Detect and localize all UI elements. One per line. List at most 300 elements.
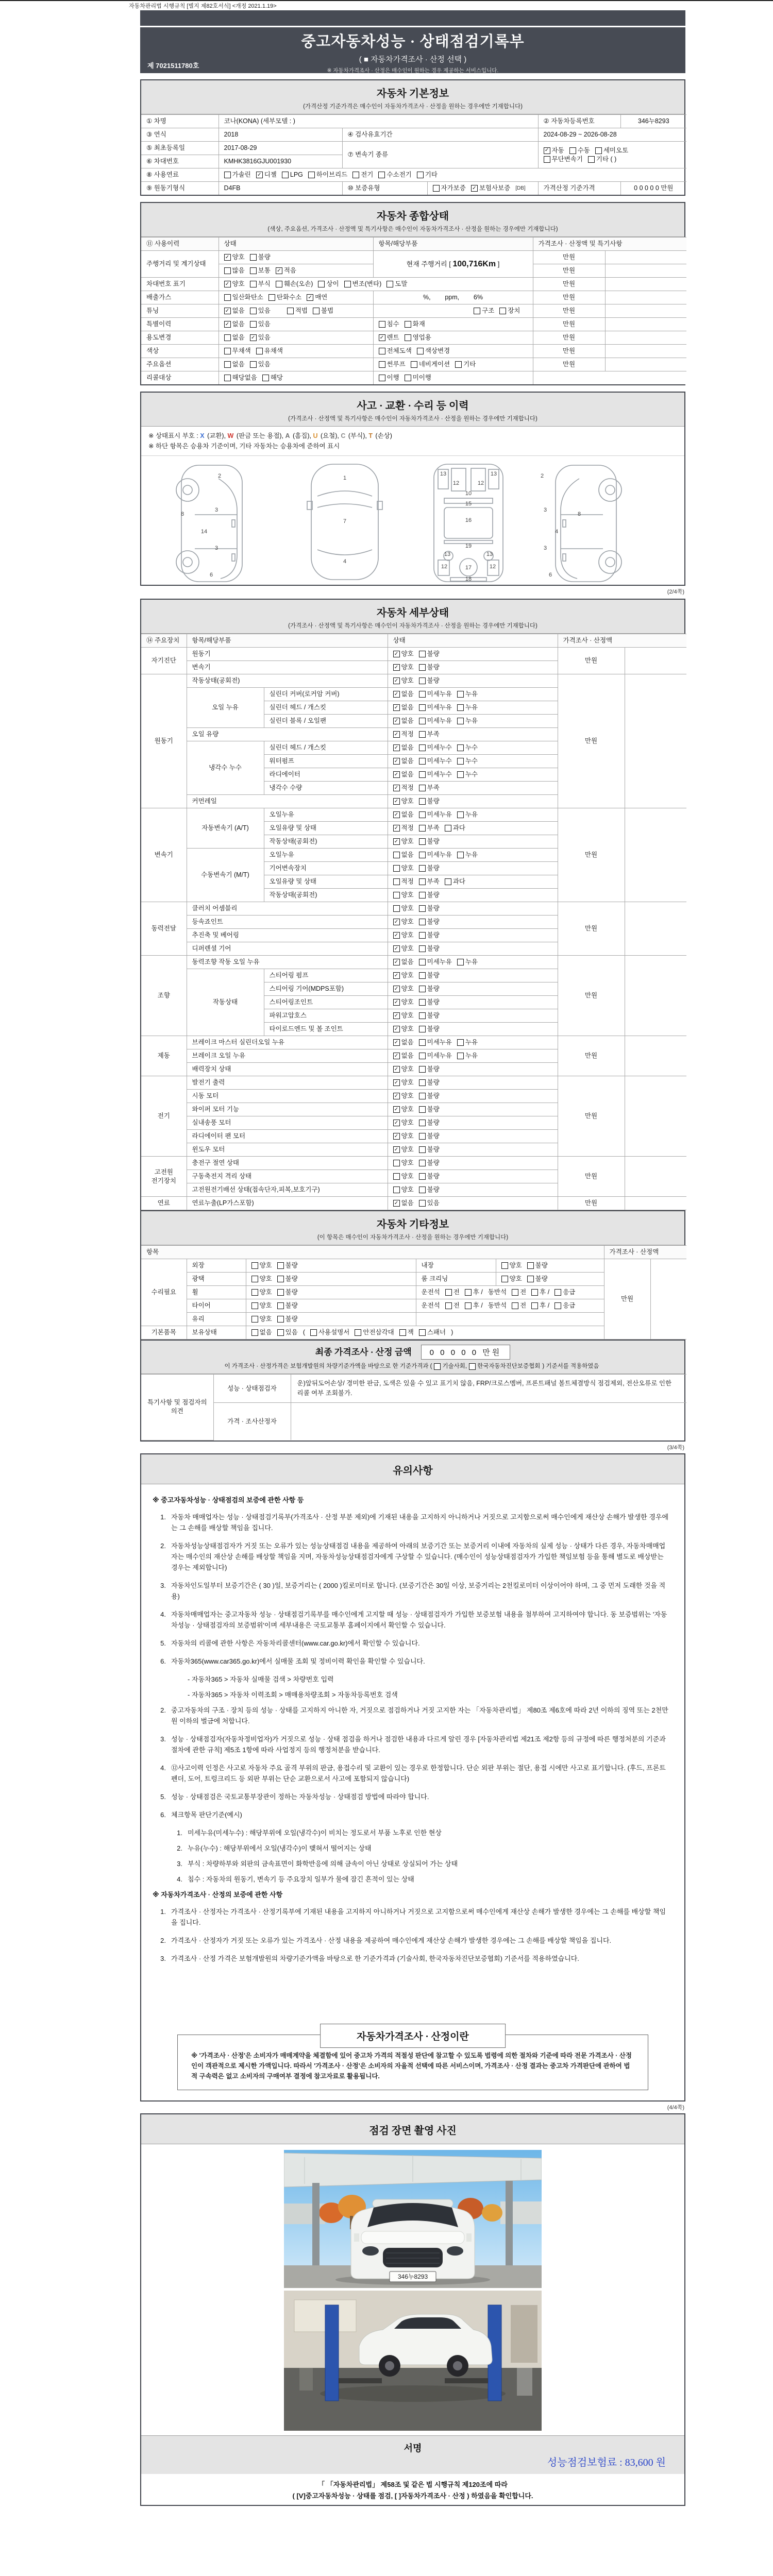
- cell: [625, 956, 686, 1036]
- notices-heading-1: ※ 중고자동차성능 · 상태점검의 보증에 관한 사항 등: [153, 1496, 304, 1504]
- cell: 특기사항 및 점검자의 의견: [141, 1375, 213, 1440]
- checkbox-unchecked: 구조: [474, 307, 494, 315]
- checkbox-box-icon: [379, 361, 385, 368]
- checkbox-unchecked: 불량: [419, 905, 440, 912]
- checkbox-unchecked: 불량: [527, 1275, 548, 1283]
- checkbox-mark-icon: ✓: [379, 334, 385, 341]
- checkbox-checked: ✓ 양호: [393, 798, 414, 805]
- checkbox-unchecked: 양호: [251, 1289, 272, 1296]
- checkbox-box-icon: [445, 878, 451, 885]
- checkbox-mark-icon: ✓: [393, 1012, 400, 1019]
- checkbox-box-icon: [310, 1329, 317, 1336]
- cell: 가격조사 · 산정액: [558, 634, 686, 648]
- cell: ⑥ 차대번호: [141, 155, 219, 168]
- checkbox-unchecked: 없음: [393, 851, 414, 859]
- checkbox-cell: [388, 715, 558, 728]
- checkbox-mark-icon: ✓: [393, 1079, 400, 1086]
- cell: 룸 크리닝: [416, 1273, 496, 1286]
- checkbox-box-icon: [527, 1262, 534, 1269]
- checkbox-box-icon: [419, 744, 426, 751]
- etc-subtitle: (이 항목은 매수인이 자동차가격조사 · 산정을 원하는 경우에만 기재합니다): [317, 1234, 509, 1241]
- cell: 색상: [141, 345, 219, 358]
- checkbox-unchecked: 불법: [313, 307, 333, 315]
- notices-title: 유의사항: [393, 1465, 433, 1477]
- diagram-part-number: 12: [477, 480, 484, 486]
- checkbox-box-icon: [419, 919, 426, 925]
- checkbox-box-icon: [457, 811, 464, 818]
- cell: 작동상태(공회전): [187, 674, 388, 688]
- cell: 만원: [558, 674, 625, 808]
- checkbox-cell: [388, 835, 558, 849]
- checkbox-box-icon: [433, 185, 440, 192]
- checkbox-box-icon: [250, 361, 257, 368]
- checkbox-checked: ✓ 적정: [393, 784, 414, 792]
- checkbox-unchecked: 불량: [419, 838, 440, 845]
- checkbox-box-icon: [251, 1329, 258, 1336]
- checkbox-checked: ✓ 양호: [393, 1079, 414, 1087]
- checkbox-unchecked: 불량: [419, 985, 440, 993]
- accident-band: [141, 393, 684, 427]
- checkbox-unchecked: 불량: [419, 1025, 440, 1033]
- checkbox-cell: [388, 916, 558, 929]
- section-photos: [140, 2113, 685, 2506]
- diagram-part-number: 12: [441, 564, 448, 570]
- checkbox-box-icon: [419, 1200, 426, 1207]
- cell: 용도변경: [141, 331, 219, 345]
- checkbox-checked: ✓ 양호: [224, 280, 245, 288]
- checkbox-mark-icon: ✓: [393, 999, 400, 1006]
- checkbox-unchecked: 장치: [499, 307, 520, 315]
- checkbox-mark-icon: ✓: [307, 294, 313, 301]
- cell: 워터펌프: [264, 755, 388, 768]
- document-header: [140, 10, 685, 73]
- checkbox-unchecked: 불량: [419, 1065, 440, 1073]
- diagram-part-number: 7: [343, 518, 347, 524]
- checkbox-mark-icon: ✓: [393, 1106, 400, 1113]
- checkbox-cell: [219, 291, 373, 304]
- cell: 동력조향 작동 오일 누유: [187, 956, 388, 969]
- checkbox-cell: [388, 661, 558, 674]
- diagram-part-number: 6: [548, 572, 552, 578]
- checkbox-box-icon: [465, 1289, 472, 1296]
- checkbox-cell: [388, 1143, 558, 1157]
- checkbox-unchecked: 불량: [419, 677, 440, 685]
- checkbox-cell: [388, 862, 558, 875]
- checkbox-unchecked: 누수: [457, 744, 478, 752]
- detail-status-table: [141, 634, 686, 1210]
- checkbox-unchecked: 수동: [569, 147, 590, 155]
- checkbox-unchecked: 미세누유: [419, 1039, 452, 1046]
- checkbox-unchecked: 있음: [250, 320, 271, 328]
- checkbox-box-icon: [445, 1302, 452, 1309]
- overall-band: [141, 203, 684, 237]
- checkbox-box-icon: [465, 1302, 472, 1309]
- checkbox-unchecked: 잭: [399, 1329, 414, 1336]
- checkbox-unchecked: 누유: [457, 704, 478, 711]
- checkbox-cell: [373, 371, 533, 385]
- notice-item: 3. 성능 · 상태점검자(자동차정비업자)가 거짓으로 성능 · 상태 점검을 하거나 점검한 내용과 다르게 알린 경우 [자동차관리법 제21조 제2항 등의 규정에 따른 행정처분의 기준과 절차에 관한 규칙] 제5조 1항에 따라 사업정지 등의 행정처분을 받습니다.: [160, 1735, 666, 1754]
- status-code-U: U (요철),: [313, 432, 341, 439]
- checkbox-cell: [388, 795, 558, 808]
- checkbox-box-icon: [393, 905, 400, 912]
- checkbox-checked: ✓ 적정: [393, 731, 414, 738]
- checkbox-cell: [388, 982, 558, 996]
- basic-info-subtitle: (가격산정 기준가격은 매수인이 자동차가격조사 · 산정을 원하는 경우에만 기재합니다): [303, 104, 523, 110]
- checkbox-box-icon: [595, 147, 602, 154]
- checkbox-unchecked: 누유: [457, 1052, 478, 1060]
- cell: 타이어: [187, 1299, 246, 1313]
- cell: 2024-08-29 ~ 2026-08-28: [538, 128, 686, 142]
- cell: 항목/해당부품: [187, 634, 388, 648]
- checkbox-checked: ✓ 양호: [393, 1025, 414, 1033]
- cell: 충전구 절연 상태: [187, 1157, 388, 1170]
- checkbox-unchecked: 적법: [287, 307, 308, 315]
- inspection-insurance-fee: 성능점검보험료 : 83,600 원: [547, 2456, 666, 2468]
- cell: 실린더 헤드 / 개스킷: [264, 701, 388, 715]
- checkbox-unchecked: 불량: [277, 1315, 298, 1323]
- checkbox-box-icon: [527, 1276, 534, 1282]
- checkbox-cell: [219, 251, 373, 264]
- checkbox-box-icon: [469, 1363, 476, 1370]
- checkbox-cell: [416, 1299, 604, 1313]
- page-marker-4: (4/4쪽): [667, 2104, 684, 2111]
- checkbox-unchecked: 일산화탄소: [224, 294, 263, 301]
- checkbox-box-icon: [276, 281, 282, 287]
- checkbox-mark-icon: ✓: [276, 267, 282, 274]
- notice-item: 2. 가격조사 · 산정자가 거짓 또는 오류가 있는 가격조사 · 산정 내용을 제공하여 매수인에게 재산상 손해가 발생한 경우에는 그 손해를 배상할 책임을 집니다.: [160, 1936, 612, 1944]
- checkbox-cell: [388, 902, 558, 916]
- checkbox-checked: ✓ 양호: [393, 1012, 414, 1020]
- checkbox-checked: ✓ 양호: [393, 1106, 414, 1113]
- cell: 오일누유: [264, 849, 388, 862]
- checkbox-cell: [246, 1313, 416, 1326]
- notice-item: 2. 자동차성능상태점검자가 거짓 또는 오류가 있는 성능상태점검 내용을 제공하여 아래의 보증기간 또는 보증거리 이내에 자동차의 실제 성능 · 상태가 다른 경우, 자동차매매업자는 매수인의 재산상 손해를 배상할 책임을 지며, 자동차성능상태점검자에게 구상할 수 있습니다. (매수인이 성능상태점검자가 가입한 책임보험 등을 통해 별도로 배상받는 경우는 제외합니다): [160, 1541, 666, 1571]
- cell: 구동축전지 격리 상태: [187, 1170, 388, 1183]
- checkbox-unchecked: 한국자동차진단보증협회: [469, 1363, 540, 1370]
- checkbox-box-icon: [277, 1316, 284, 1323]
- checkbox-mark-icon: ✓: [393, 798, 400, 805]
- cell: ⑧ 사용연료: [141, 168, 219, 182]
- checkbox-mark-icon: ✓: [224, 308, 231, 314]
- checkbox-cell: [388, 969, 558, 982]
- checkbox-checked: ✓ 렌트: [379, 334, 399, 342]
- notice-subitem: 1. 미세누유(미세누수) : 해당부위에 오일(냉각수)이 비치는 정도로서 부품 노후로 인한 현상: [177, 1828, 442, 1837]
- checkbox-unchecked: 무채색: [224, 347, 251, 355]
- checkbox-unchecked: 부족: [419, 878, 440, 886]
- checkbox-checked: ✓ 없음: [393, 690, 414, 698]
- checkbox-unchecked: 과다: [445, 878, 465, 886]
- checkbox-cell: [373, 358, 533, 371]
- diagram-part-number: 6: [209, 572, 213, 578]
- checkbox-mark-icon: ✓: [393, 771, 400, 778]
- checkbox-mark-icon: ✓: [393, 731, 400, 738]
- cell: 와이퍼 모터 기능: [187, 1103, 388, 1116]
- checkbox-mark-icon: ✓: [256, 172, 263, 178]
- checkbox-unchecked: 무단변속기: [544, 156, 583, 163]
- checkbox-mark-icon: ✓: [393, 1200, 400, 1207]
- cell: 코나(KONA) (세부모델 : ): [219, 115, 538, 128]
- cell: %, ppm, 6%: [373, 291, 533, 304]
- checkbox-box-icon: [379, 321, 385, 328]
- checkbox-cell: [388, 1076, 558, 1090]
- checkbox-cell: [219, 318, 373, 331]
- diagram-part-number: 3: [543, 507, 547, 513]
- cell: 만원: [558, 956, 625, 1036]
- checkbox-unchecked: 누유: [457, 811, 478, 819]
- checkbox-cell: [388, 1036, 558, 1049]
- inline-text: 이 가격조사 · 산정가격은 보험개발원의 차량기준가액을 바탕으로 한 기준가격과 (: [224, 1363, 432, 1369]
- price-basis-line: [141, 1363, 684, 1370]
- checkbox-cell: [388, 701, 558, 715]
- checkbox-box-icon: [399, 1329, 406, 1336]
- checkbox-box-icon: [419, 1026, 426, 1032]
- checkbox-checked: ✓ 없음: [393, 757, 414, 765]
- cell: [533, 371, 686, 385]
- checkbox-box-icon: [445, 825, 451, 832]
- cell: 리콜대상: [141, 371, 219, 385]
- checkbox-unchecked: 부족: [419, 731, 440, 738]
- checkbox-box-icon: [224, 375, 231, 381]
- checkbox-cell: [388, 1183, 558, 1197]
- checkbox-unchecked: 전: [512, 1302, 526, 1310]
- photos-container: [141, 2144, 684, 2435]
- checkbox-unchecked: 부족: [419, 784, 440, 792]
- checkbox-mark-icon: ✓: [471, 185, 478, 192]
- checkbox-unchecked: 있음: [277, 1329, 298, 1336]
- cell: 오일누유: [264, 808, 388, 822]
- checkbox-checked: ✓ 보험사보증: [471, 184, 510, 192]
- checkbox-box-icon: [419, 1079, 426, 1086]
- cell: [416, 1313, 604, 1326]
- cell: 냉각수 수량: [264, 782, 388, 795]
- cell: 2018: [219, 128, 342, 142]
- signature-title: 서명: [404, 2443, 422, 2453]
- checkbox-box-icon: [393, 865, 400, 872]
- checkbox-box-icon: [318, 281, 325, 287]
- checkbox-box-icon: [474, 308, 480, 314]
- checkbox-unchecked: 가솔린: [224, 171, 251, 179]
- cell: 원동기: [187, 648, 388, 661]
- checkbox-box-icon: [256, 348, 263, 354]
- checkbox-mark-icon: ✓: [393, 1146, 400, 1153]
- checkbox-unchecked: 양호: [501, 1275, 522, 1283]
- checkbox-box-icon: [419, 1106, 426, 1113]
- checkbox-checked: ✓ 없음: [393, 1039, 414, 1046]
- checkbox-box-icon: [419, 771, 426, 778]
- diagram-part-number: 13: [444, 551, 451, 557]
- checkbox-box-icon: [434, 1363, 441, 1370]
- cell: ⑭ 주요장치: [141, 634, 187, 648]
- diagram-part-number: 3: [214, 545, 219, 551]
- cell: KMHK3816GJU001930: [219, 155, 342, 168]
- notice-subitem: 3. 부식 : 차량하부와 외판의 금속표면이 화학반응에 의해 금속이 아닌 상태로 상실되어 가는 상태: [177, 1859, 458, 1868]
- checkbox-checked: ✓ 자동: [544, 147, 564, 155]
- checkbox-box-icon: [419, 677, 426, 684]
- checkbox-box-icon: [251, 1262, 258, 1269]
- notice-item: 3. 가격조사 · 산정 가격은 보험개발원의 차량기준가액을 바탕으로 한 기준가격과 (기술사회, 한국자동차진단보증협회) 기준서를 적용하였습니다.: [160, 1954, 579, 1962]
- checkbox-unchecked: 양호: [251, 1302, 272, 1310]
- checkbox-unchecked: 미세누유: [419, 1052, 452, 1060]
- diagram-part-number: 13: [490, 471, 497, 477]
- cell: 오일 유량: [187, 728, 388, 741]
- cell: 만원: [558, 1197, 625, 1210]
- checkbox-unchecked: 미세누유: [419, 704, 452, 711]
- checkbox-box-icon: [250, 267, 257, 274]
- cell: [625, 902, 686, 956]
- checkbox-box-icon: [419, 1329, 426, 1336]
- checkbox-box-icon: [419, 905, 426, 912]
- checkbox-box-icon: [411, 361, 417, 368]
- checkbox-checked: ✓ 양호: [224, 253, 245, 261]
- checkbox-unchecked: 불량: [419, 998, 440, 1006]
- checkbox-box-icon: [457, 852, 464, 858]
- checkbox-checked: ✓ 양호: [393, 1119, 414, 1127]
- checkbox-box-icon: [224, 267, 231, 274]
- cell: ② 자동차등록번호: [538, 115, 620, 128]
- cell: 자기진단: [141, 648, 187, 674]
- checkbox-unchecked: 기술사회,: [434, 1363, 467, 1370]
- checkbox-box-icon: [419, 1039, 426, 1046]
- checkbox-mark-icon: ✓: [393, 986, 400, 992]
- checkbox-checked: ✓ 없음: [393, 1199, 414, 1207]
- checkbox-checked: ✓ 없음: [224, 320, 245, 328]
- checkbox-cell: [219, 278, 533, 291]
- cell: 타이로드엔드 및 볼 조인트: [264, 1023, 388, 1036]
- checkbox-checked: ✓ 매연: [307, 294, 327, 301]
- checkbox-checked: ✓ 양호: [393, 972, 414, 979]
- cell: 배력장치 상태: [187, 1063, 388, 1076]
- checkbox-unchecked: 불량: [419, 918, 440, 926]
- checkbox-cell: [246, 1273, 416, 1286]
- checkbox-unchecked: 사용설명서: [310, 1329, 349, 1336]
- checkbox-unchecked: 누유: [457, 690, 478, 698]
- cell: 차대번호 표기: [141, 278, 219, 291]
- checkbox-unchecked: 과다: [445, 824, 465, 832]
- checkbox-checked: ✓ 양호: [393, 985, 414, 993]
- checkbox-unchecked: 부식: [250, 280, 271, 288]
- checkbox-unchecked: 이행: [379, 374, 399, 382]
- checkbox-checked: ✓ 없음: [393, 1052, 414, 1060]
- checkbox-box-icon: [512, 1289, 518, 1296]
- checkbox-unchecked: 불량: [277, 1302, 298, 1310]
- checkbox-cell: [246, 1299, 416, 1313]
- checkbox-unchecked: 불량: [419, 1186, 440, 1194]
- checkbox-checked: ✓ 없음: [393, 717, 414, 725]
- checkbox-box-icon: [457, 771, 464, 778]
- checkbox-box-icon: [277, 1302, 284, 1309]
- checkbox-checked: ✓ 없음: [224, 307, 245, 315]
- price-survey-definition-box: [177, 2031, 648, 2090]
- notices-list-1: [153, 1512, 669, 1700]
- checkbox-unchecked: 없음: [224, 361, 245, 368]
- checkbox-cell: [388, 768, 558, 782]
- checkbox-unchecked: 응급: [554, 1302, 575, 1310]
- checkbox-checked: ✓ 없음: [393, 744, 414, 752]
- document-title: 중고자동차성능 · 상태점검기록부: [301, 33, 525, 50]
- checkbox-cell: [388, 1116, 558, 1130]
- checkbox-checked: ✓ 있음: [250, 334, 271, 342]
- checkbox-box-icon: [457, 744, 464, 751]
- checkbox-mark-icon: ✓: [393, 811, 400, 818]
- form-reference: 자동차관리법 시행규칙 [별지 제82호서식] <개정 2021.1.19>: [129, 3, 277, 9]
- cell: 만원: [558, 648, 625, 674]
- page-top-rule: [0, 0, 773, 1]
- cell: [650, 1259, 686, 1340]
- diagram-part-number: 12: [452, 480, 460, 486]
- checkbox-mark-icon: ✓: [393, 1133, 400, 1140]
- cell: [625, 1197, 686, 1210]
- checkbox-unchecked: 불량: [419, 891, 440, 899]
- checkbox-mark-icon: ✓: [393, 664, 400, 671]
- checkbox-box-icon: [419, 731, 426, 738]
- checkbox-box-icon: [501, 1276, 508, 1282]
- cell: 커먼레일: [187, 795, 388, 808]
- photos-band: [141, 2114, 684, 2144]
- etc-band: [141, 1210, 684, 1245]
- checkbox-box-icon: [457, 718, 464, 724]
- cell: [605, 278, 686, 291]
- cell: 상태: [219, 238, 373, 251]
- checkbox-unchecked: 불량: [277, 1275, 298, 1283]
- checkbox-unchecked: 미세누유: [419, 690, 452, 698]
- cell: 만원: [533, 318, 605, 331]
- diagram-part-number: 18: [465, 576, 472, 582]
- checkbox-mark-icon: ✓: [393, 838, 400, 845]
- checkbox-unchecked: 영업용: [405, 334, 431, 342]
- checkbox-box-icon: [224, 172, 231, 178]
- car-damage-diagram: [141, 458, 686, 585]
- checkbox-cell: [219, 168, 686, 182]
- checkbox-box-icon: [419, 1160, 426, 1166]
- cell: 내장: [416, 1259, 496, 1273]
- checkbox-unchecked: 불량: [419, 931, 440, 939]
- checkbox-unchecked: 보통: [250, 267, 271, 275]
- checkbox-cell: [388, 741, 558, 755]
- basic-info-band: [141, 80, 684, 114]
- checkbox-box-icon: [393, 1160, 400, 1166]
- checkbox-mark-icon: ✓: [224, 281, 231, 287]
- cell: 만원: [533, 251, 605, 264]
- checkbox-box-icon: [588, 156, 595, 163]
- checkbox-cell: [219, 264, 373, 278]
- checkbox-cell: [373, 304, 533, 318]
- checkbox-unchecked: 후 /: [465, 1302, 483, 1310]
- inline-text: 운전석: [421, 1302, 440, 1310]
- checkbox-box-icon: [251, 1276, 258, 1282]
- notices-list-2: [153, 1705, 669, 1885]
- inline-text: [DB]: [515, 185, 526, 192]
- checkbox-checked: ✓ 양호: [393, 1065, 414, 1073]
- diagram-part-number: 8: [180, 511, 184, 517]
- cell: 클러치 어셈블리: [187, 902, 388, 916]
- cell: 만원: [533, 331, 605, 345]
- checkbox-box-icon: [277, 1329, 284, 1336]
- checkbox-unchecked: 화재: [405, 320, 425, 328]
- checkbox-checked: ✓ 양호: [393, 918, 414, 926]
- checkbox-mark-icon: ✓: [393, 1053, 400, 1059]
- cell: ⑦ 변속기 종류: [342, 142, 538, 168]
- cell: 0 0 0 0 0 만원: [620, 182, 686, 195]
- checkbox-unchecked: 미세누수: [419, 771, 452, 778]
- checkbox-unchecked: 양호: [251, 1315, 272, 1323]
- checkbox-mark-icon: ✓: [393, 744, 400, 751]
- notice-subitem: - 자동차365 > 자동차 이력조회 > 매매용차량조회 > 자동차등록번호 검색: [188, 1690, 398, 1699]
- cell: [625, 1157, 686, 1197]
- checkbox-unchecked: 양호: [251, 1275, 272, 1283]
- checkbox-box-icon: [419, 1093, 426, 1099]
- checkbox-box-icon: [393, 852, 400, 858]
- cell: 만원: [533, 358, 605, 371]
